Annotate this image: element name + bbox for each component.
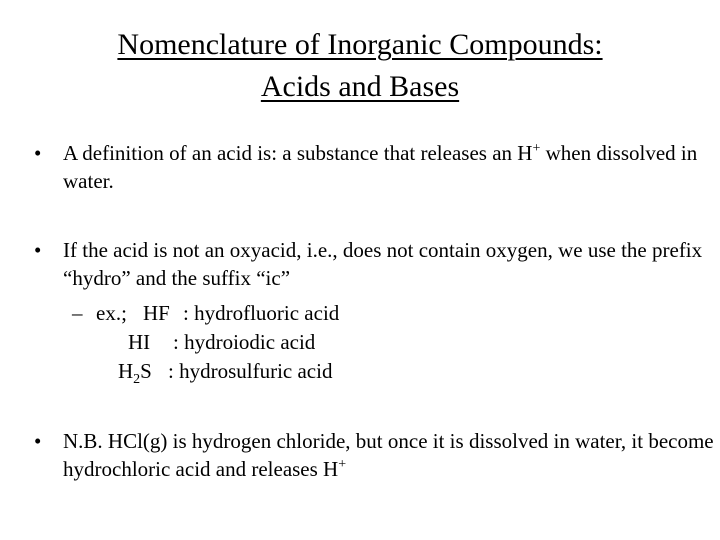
example-h2s-name: : hydrosulfuric acid xyxy=(168,359,333,383)
bullet-marker: • xyxy=(34,141,42,165)
title-line-2: Acids and Bases xyxy=(260,70,460,103)
bullet-acid-definition xyxy=(34,139,714,195)
example-hf-formula: HF xyxy=(143,301,170,325)
bullet-non-oxyacid-rule xyxy=(34,236,714,292)
example-dash: – xyxy=(72,301,83,325)
bullet-text: If the acid is not an oxyacid, i.e., does not contain oxygen, we use the prefix “hydro” and the suffix “ic” xyxy=(63,238,703,290)
bullet-text: N.B. HCl(g) is hydrogen chloride, but once it is dissolved in water, it become hydrochloric acid and releases H+ xyxy=(63,429,714,481)
bullet-hcl-note xyxy=(34,427,714,483)
example-hi-formula: HI xyxy=(128,330,151,354)
example-hi-name: : hydroiodic acid xyxy=(173,330,316,354)
title-line-1: Nomenclature of Inorganic Compounds: xyxy=(117,28,603,61)
bullet-marker: • xyxy=(34,238,42,262)
example-h2s-formula: $H_2S$ xyxy=(118,359,152,387)
example-lead: ex.; xyxy=(96,301,127,325)
example-hf-name: : hydrofluoric acid xyxy=(183,301,340,325)
slide-title xyxy=(0,24,720,108)
bullet-marker: • xyxy=(34,429,42,453)
bullet-text: A definition of an acid is: a substance that releases an H+ when dissolved in water. xyxy=(63,141,698,193)
